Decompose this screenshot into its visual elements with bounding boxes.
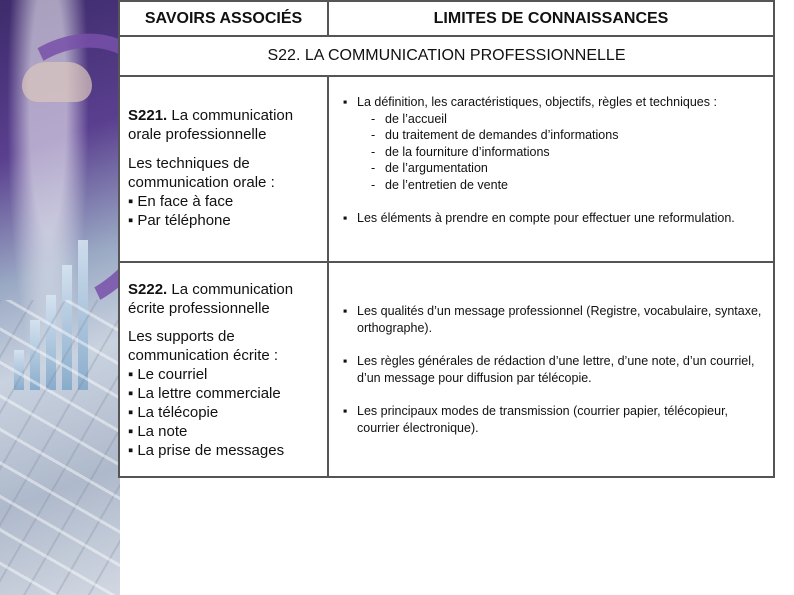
decorative-side-image: [0, 0, 120, 595]
topic-subtitle: Les supports de communication écrite :: [128, 328, 279, 364]
topic-items: [128, 192, 319, 230]
list-item: ▪ La télécopie: [128, 403, 319, 422]
limit-bullet: ▪ Les principaux modes de transmission (courrier papier, télécopieur, courrier électronique).: [343, 403, 763, 436]
list-item: - de l’entretien de vente: [371, 177, 763, 194]
list-item: - de l’accueil: [371, 111, 763, 128]
topic-title-text: La communication orale professionnelle: [128, 107, 294, 143]
limit-bullet: ▪ Les règles générales de rédaction d’une lettre, d’une note, d’un courriel, d’un message pour diffusion par télécopie.: [343, 353, 763, 386]
knowledge-table: [118, 0, 775, 478]
topic-code: S222.: [128, 281, 168, 298]
table-row: [119, 76, 774, 262]
table-row: [119, 262, 774, 477]
topic-title: [128, 280, 319, 318]
limites-s221-cell: [328, 76, 774, 262]
limit-sub-list: [343, 111, 763, 194]
header-savoirs-associes: SAVOIRS ASSOCIÉS: [119, 1, 328, 36]
limites-s222-cell: [328, 262, 774, 477]
savoir-s221-cell: [119, 76, 328, 262]
list-item: ▪ La note: [128, 422, 319, 441]
list-item: - de la fourniture d’informations: [371, 144, 763, 161]
topic-code: S221.: [128, 107, 168, 124]
list-item: ▪ La prise de messages: [128, 441, 319, 460]
topic-items: [128, 365, 319, 460]
list-item: - du traitement de demandes d’informations: [371, 127, 763, 144]
limit-bullet: ▪ Les qualités d’un message professionnel (Registre, vocabulaire, syntaxe, orthographe).: [343, 303, 763, 336]
section-title-row: [119, 36, 774, 76]
list-item: ▪ Le courriel: [128, 365, 319, 384]
keyboard-keys-graphic: [0, 300, 120, 595]
savoir-s222-cell: [119, 262, 328, 477]
list-item: ▪ Par téléphone: [128, 211, 319, 230]
section-title: S22. LA COMMUNICATION PROFESSIONNELLE: [119, 36, 774, 76]
list-item: ▪ La lettre commerciale: [128, 384, 319, 403]
table-header-row: [119, 1, 774, 36]
hand-on-keyboard-graphic: [22, 62, 92, 102]
topic-title-text: La communication écrite professionnelle: [128, 281, 294, 317]
limit-bullet: ▪ La définition, les caractéristiques, objectifs, règles et techniques :: [343, 94, 763, 111]
header-limites-de-connaissances: LIMITES DE CONNAISSANCES: [328, 1, 774, 36]
list-item: - de l’argumentation: [371, 160, 763, 177]
list-item: ▪ En face à face: [128, 192, 319, 211]
topic-title: [128, 106, 319, 144]
topic-subtitle: Les techniques de communication orale :: [128, 155, 275, 191]
limit-bullet: ▪ Les éléments à prendre en compte pour effectuer une reformulation.: [343, 210, 763, 227]
